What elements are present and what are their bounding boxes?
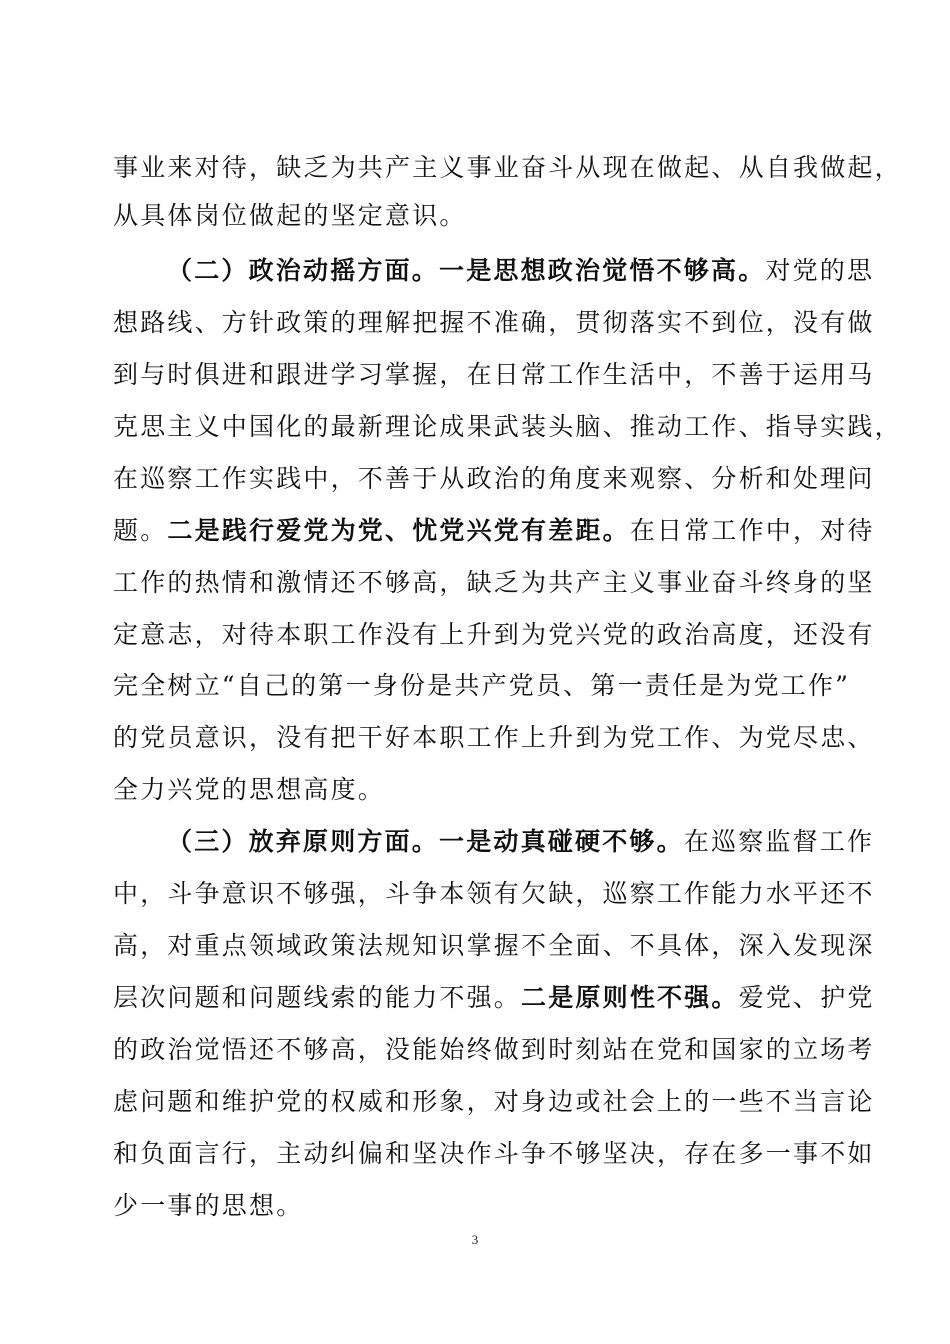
- text-run: 少一事的思想。: [113, 1191, 304, 1220]
- text-run: 题。: [113, 516, 168, 545]
- body-text-line: [113, 1033, 875, 1067]
- body-text-line: [113, 669, 850, 703]
- text-run: 爱党、护党: [738, 983, 875, 1012]
- body-text-line: [113, 981, 875, 1015]
- body-text-line: [113, 721, 875, 755]
- body-text-line: [113, 1137, 875, 1171]
- section-heading-line: [167, 825, 874, 859]
- text-run: 完全树立“自己的第一身份是共产党员、第一责任是为党工作”: [113, 671, 851, 700]
- body-text-line: [113, 306, 875, 340]
- text-run: 事业来对待，缺乏为共产主义事业奋斗从现在做起、从自我做起，: [113, 153, 902, 182]
- page-number: 3: [471, 1232, 479, 1247]
- body-text-line: [113, 566, 875, 600]
- body-text-line: [113, 410, 902, 444]
- text-run: 在日常工作中，对待: [629, 516, 875, 545]
- body-text-line: [113, 199, 467, 233]
- text-run: 从具体岗位做起的坚定意识。: [113, 201, 467, 230]
- body-text-line: [113, 773, 385, 807]
- text-run: 中，斗争意识不够强，斗争本领有欠缺，巡察工作能力水平还不: [113, 879, 875, 908]
- body-text-line: [113, 929, 875, 963]
- section-heading: （二）政治动摇方面。一是思想政治觉悟不够高。: [167, 256, 766, 285]
- text-run: 虑问题和维护党的权威和形象，对身边或社会上的一些不当言论: [113, 1087, 875, 1116]
- body-text-line: [113, 877, 875, 911]
- body-text-line: [113, 1189, 303, 1223]
- text-run: 对党的思: [765, 256, 875, 285]
- text-run: 克思主义中国化的最新理论成果武装头脑、推动工作、指导实践，: [113, 412, 902, 441]
- body-text-line: [113, 462, 875, 496]
- text-run: 定意志，对待本职工作没有上升到为党兴党的政治高度，还没有: [113, 620, 875, 649]
- bold-subheading: 二是践行爱党为党、忧党兴党有差距。: [167, 516, 630, 545]
- body-text-line: [113, 151, 902, 185]
- text-run: 高，对重点领域政策法规知识掌握不全面、不具体，深入发现深: [113, 931, 875, 960]
- text-run: 的政治觉悟还不够高，没能始终做到时刻站在党和国家的立场考: [113, 1035, 875, 1064]
- body-text-line: [113, 358, 875, 392]
- text-run: 和负面言行，主动纠偏和坚决作斗争不够坚决，存在多一事不如: [113, 1139, 875, 1168]
- text-run: 在巡察监督工作: [683, 827, 875, 856]
- body-text-line: [113, 618, 875, 652]
- body-text-line: [113, 514, 875, 548]
- text-run: 想路线、方针政策的理解把握不准确，贯彻落实不到位，没有做: [113, 308, 875, 337]
- text-run: 在巡察工作实践中，不善于从政治的角度来观察、分析和处理问: [113, 464, 875, 493]
- section-heading-line: [167, 254, 874, 288]
- body-text-line: [113, 1085, 875, 1119]
- bold-subheading: 二是原则性不强。: [521, 983, 739, 1012]
- text-run: 工作的热情和激情还不够高，缺乏为共产主义事业奋斗终身的坚: [113, 568, 875, 597]
- text-run: 到与时俱进和跟进学习掌握，在日常工作生活中，不善于运用马: [113, 360, 875, 389]
- text-run: 全力兴党的思想高度。: [113, 775, 386, 804]
- text-run: 层次问题和问题线索的能力不强。: [113, 983, 522, 1012]
- section-heading: （三）放弃原则方面。一是动真碰硬不够。: [167, 827, 684, 856]
- text-run: 的党员意识，没有把干好本职工作上升到为党工作、为党尽忠、: [113, 723, 875, 752]
